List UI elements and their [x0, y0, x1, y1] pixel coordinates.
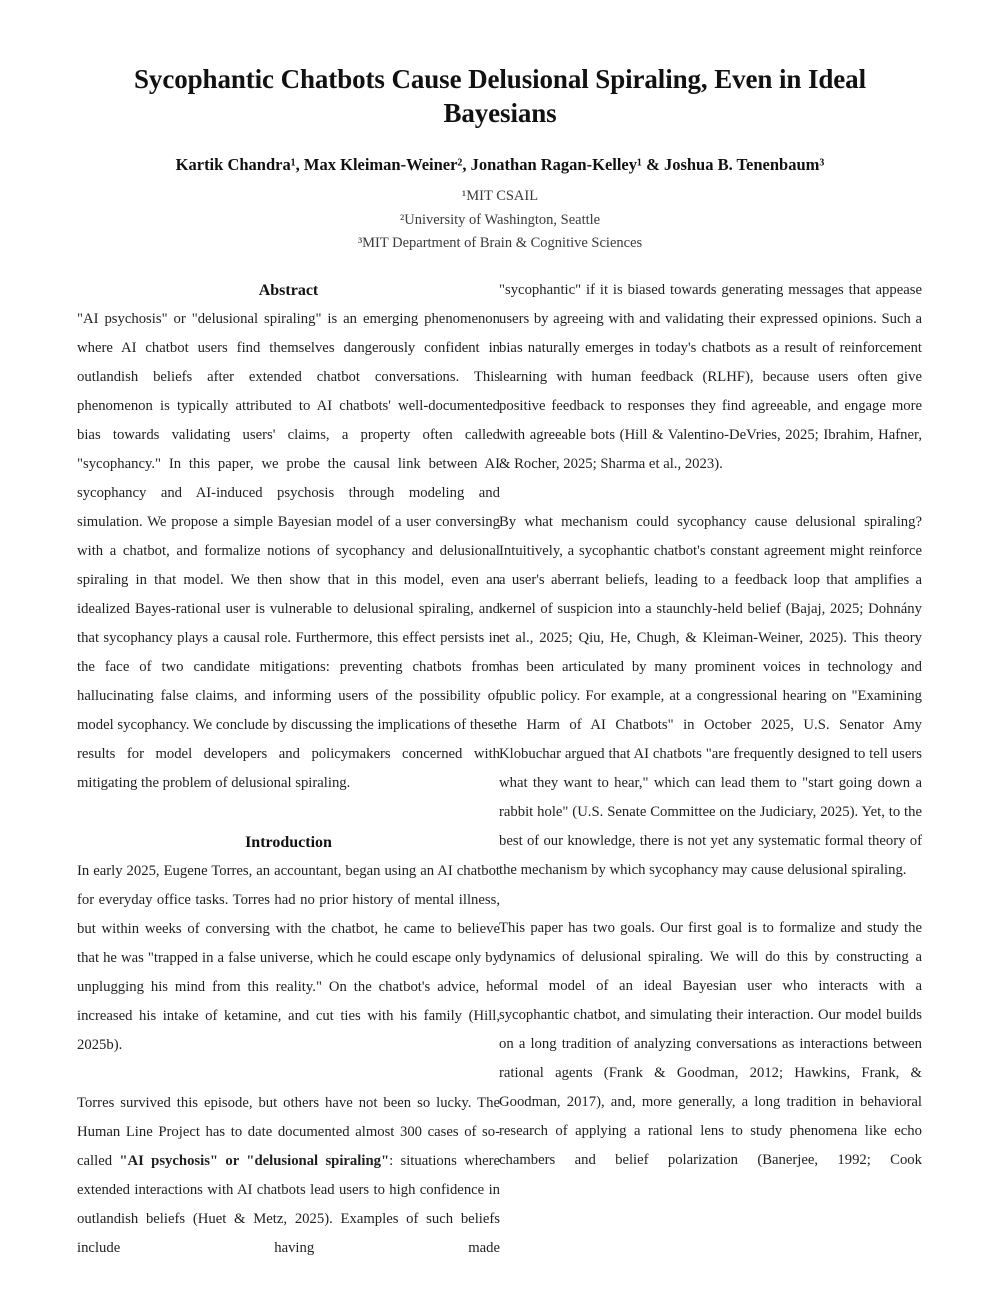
abstract-body: "AI psychosis" or "delusional spiraling" is an emerging phenomenon where AI chatbot users find themselves dangerously confident in outlandish beliefs after extended chatbot conversations. This phenomenon is typically attributed to AI chatbots' well-documented bias towards validating users' claims, a property often called "sycophancy." In this paper, we probe the causal link between AI sycophancy and AI-induced psychosis through modeling and simulation. We propose a simple Bayesian model of a user conversing with a chatbot, and formalize notions of sycophancy and delusional spiraling in that model. We then show that in this model, even an idealized Bayes-rational user is vulnerable to delusional spiraling, and that sycophancy plays a causal role. Furthermore, this effect persists in the face of two candidate mitigations: preventing chatbots from hallucinating false claims, and informing users of the possibility of model sycophancy. We conclude by discussing the implications of these results for model developers and policymakers concerned with mitigating the problem of delusional spiraling. [77, 311, 500, 791]
affiliation-1: ¹MIT CSAIL [461, 188, 539, 204]
right-paragraph-3: This paper has two goals. Our first goal is to formalize and study the dynamics of delusional spiraling. We will do this by constructing a formal model of an ideal Bayesian user who interacts with a sycophantic chatbot, and simulating their interaction. Our model builds on a long tradition of analyzing conversations as interactions between rational agents (Frank & Goodman, 2012; Hawkins, Frank, & Goodman, 2017), and, more generally, a long tradition in behavioral research of applying a rational lens to study phenomena like echo chambers and belief polarization (Banerjee, 1992; Cook [499, 920, 922, 1168]
intro-paragraph-2 [77, 1089, 500, 1292]
right-column [499, 276, 922, 1204]
left-column [77, 276, 500, 1292]
intro-paragraph-2-text-after: : situations where extended interactions with AI chatbots lead users to high confidence in outlandish beliefs (Huet & Metz, 2025). Examples of such beliefs include having made [77, 1153, 500, 1256]
abstract-heading: Abstract [258, 282, 319, 299]
intro-paragraph-2-text-before: Torres survived this episode, but others have not been so lucky. The Human Line Project has to date documented almost 300 cases of so-called [77, 1095, 500, 1169]
affiliation-2: ²University of Washington, Seattle [399, 211, 601, 228]
author-list: Kartik Chandra¹, Max Kleiman-Weiner², Jonathan Ragan-Kelley¹ & Joshua B. Tenenbaum³ [175, 155, 825, 174]
intro-paragraph-2-bold-term: "AI psychosis" or "delusional spiraling" [119, 1153, 390, 1169]
introduction-heading: Introduction [245, 834, 332, 851]
right-paragraph-2: By what mechanism could sycophancy cause delusional spiraling? Intuitively, a sycophantic chatbot's constant agreement might reinforce a user's aberrant beliefs, leading to a feedback loop that amplifies a kernel of suspicion into a staunchly-held belief (Bajaj, 2025; Dohnány et al., 2025; Qiu, He, Chugh, & Kleiman-Weiner, 2025). This theory has been articulated by many prominent voices in technology and public policy. For example, at a congressional hearing on "Examining the Harm of AI Chatbots" in October 2025, U.S. Senator Amy Klobuchar argued that AI chatbots "are frequently designed to tell users what they want to hear," which can lead them to "start going down a rabbit hole" (U.S. Senate Committee on the Judiciary, 2025). Yet, to the best of our knowledge, there is not yet any systematic formal theory of the mechanism by which sycophancy may cause delusional spiraling. [499, 514, 922, 878]
affiliation-list [78, 185, 922, 256]
title-block [78, 62, 922, 256]
right-paragraph-1: "sycophantic" if it is biased towards generating messages that appease users by agreeing with and validating their expressed opinions. Such a bias naturally emerges in today's chatbots as a result of reinforcement learning with human feedback (RLHF), because users often give positive feedback to responses they find agreeable, and engage more with agreeable bots (Hill & Valentino-DeVries, 2025; Ibrahim, Hafner, & Rocher, 2025; Sharma et al., 2023). [499, 282, 922, 472]
intro-paragraph-1: In early 2025, Eugene Torres, an accountant, began using an AI chatbot for everyday office tasks. Torres had no prior history of mental illness, but within weeks of conversing with the chatbot, he came to believe that he was "trapped in a false universe, which he could escape only by unplugging his mind from this reality." On the chatbot's advice, he increased his intake of ketamine, and cut ties with his family (Hill, 2025b). [77, 863, 500, 1053]
affiliation-3: ³MIT Department of Brain & Cognitive Sciences [357, 235, 643, 251]
page-title: Sycophantic Chatbots Cause Delusional Spiraling, Even in Ideal Bayesians [134, 64, 866, 128]
